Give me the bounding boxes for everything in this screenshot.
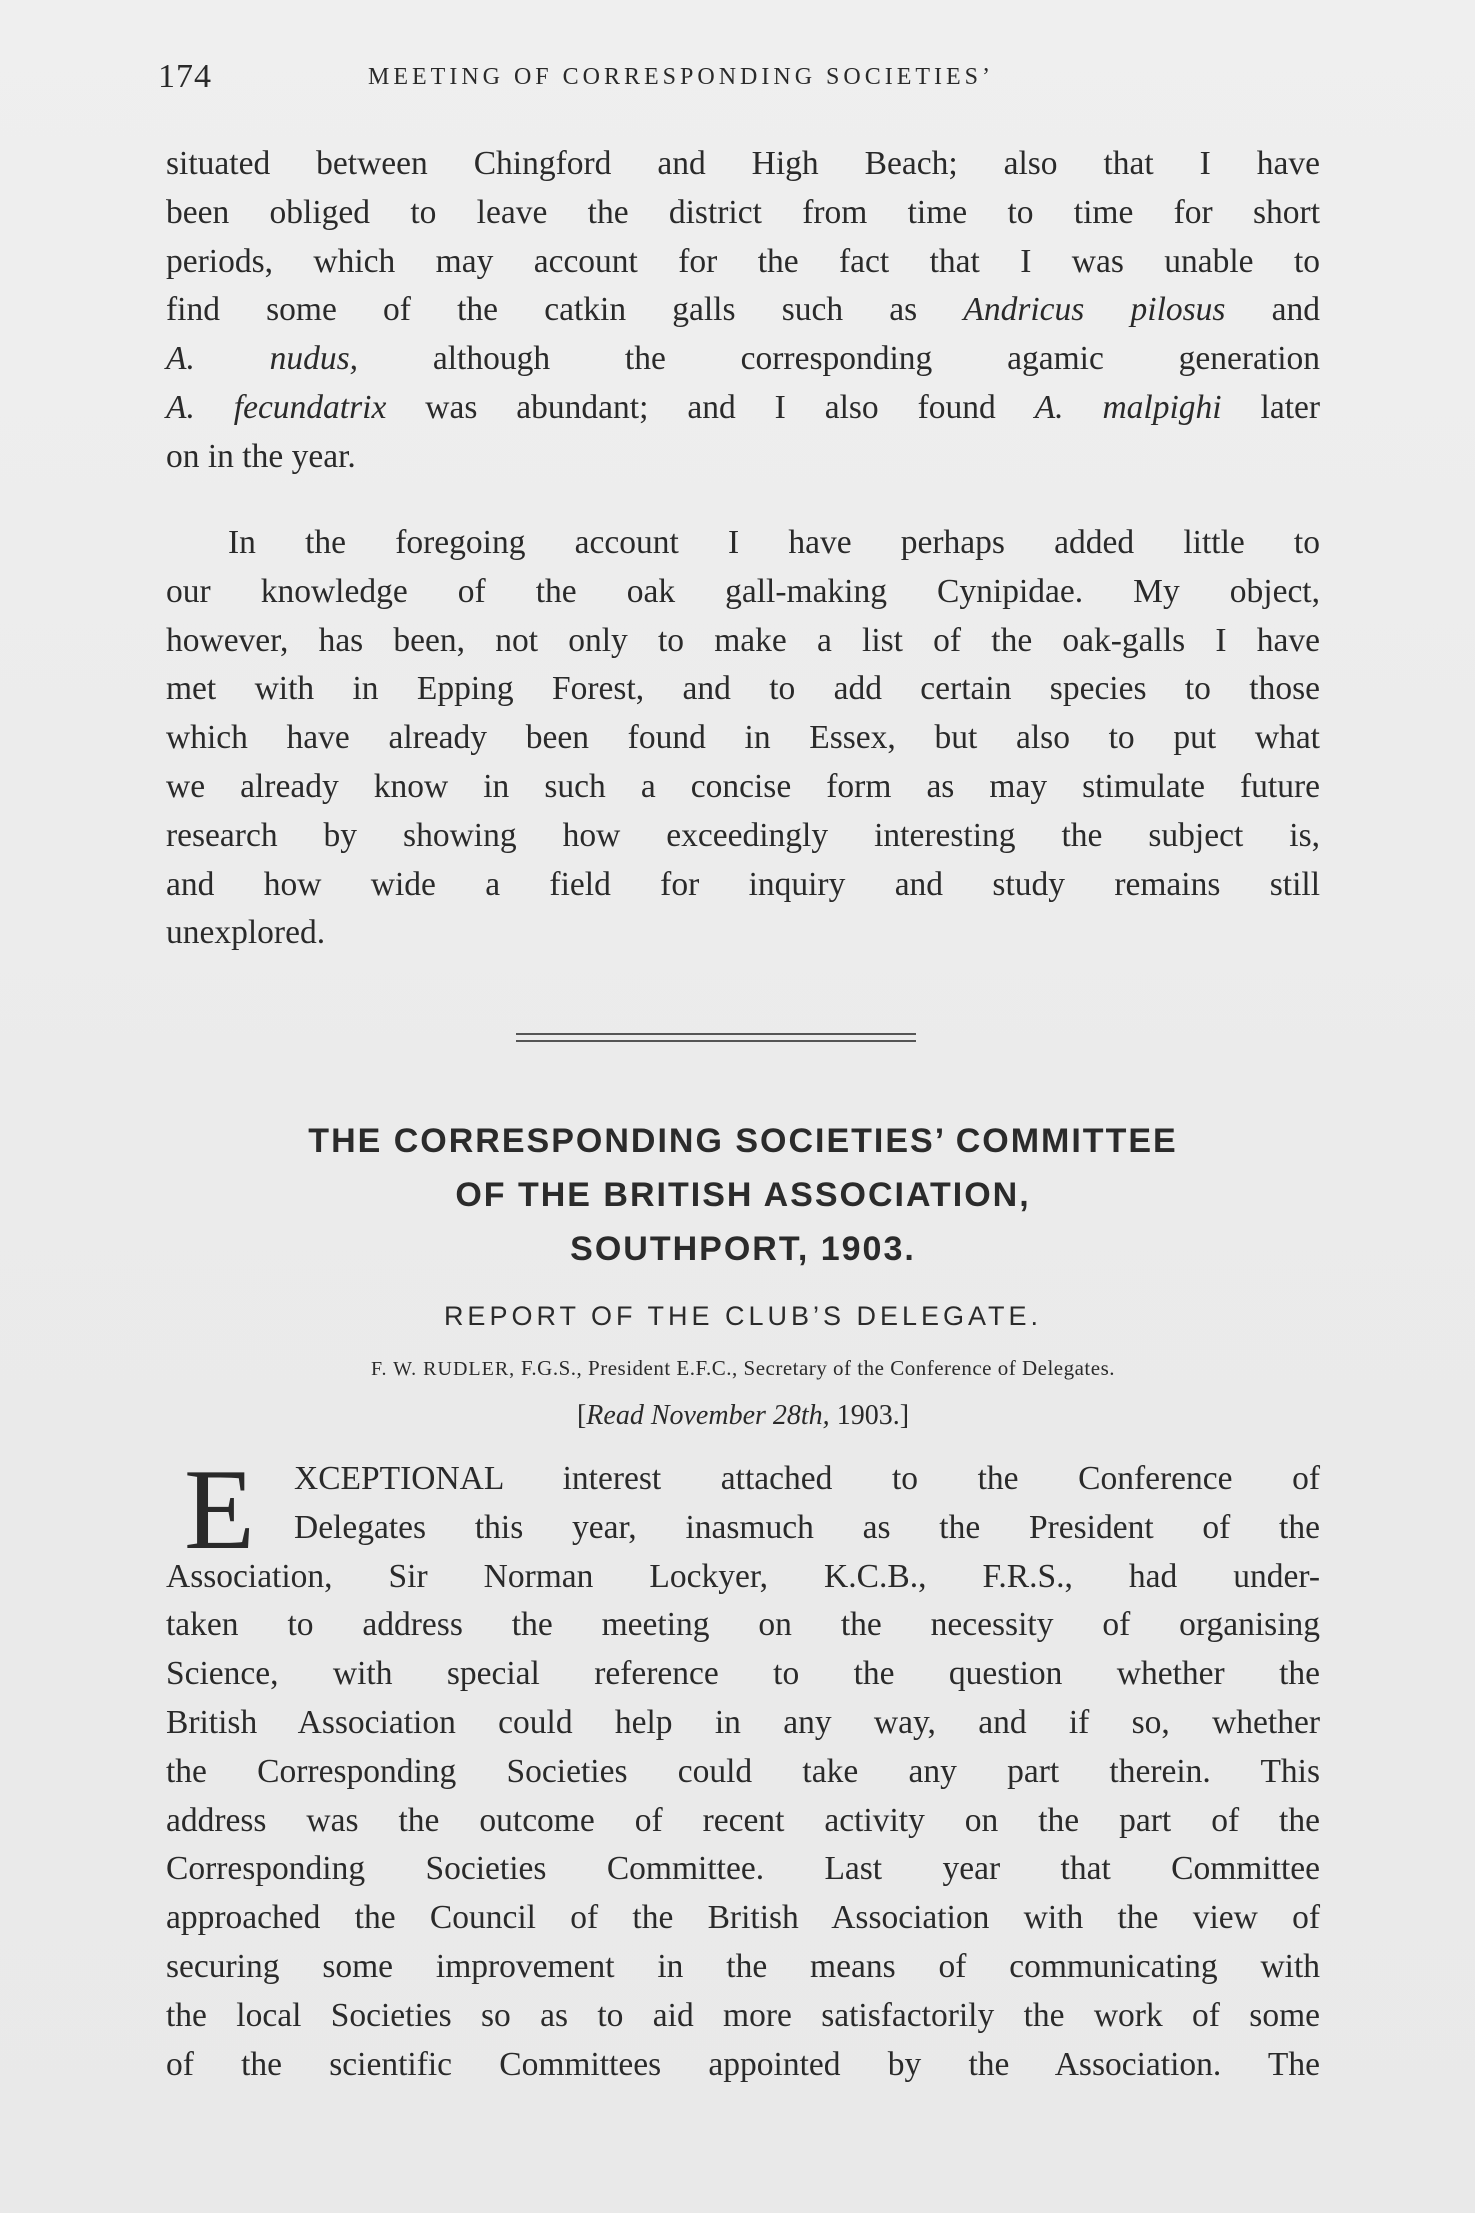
text-line-mixed bbox=[166, 335, 1320, 384]
section-heading-line-3: SOUTHPORT, 1903. bbox=[570, 1230, 916, 1268]
text-line: met with in Epping Forest, and to add certain species to those bbox=[166, 670, 1320, 708]
text-line: Science, with special reference to the question whether the bbox=[166, 1655, 1320, 1693]
text-line: of the scientific Committees appointed by the Association. The bbox=[166, 2045, 1320, 2083]
text-line: securing some improvement in the means of communicating with bbox=[166, 1947, 1320, 1985]
text-fragment: was abundant; and I also found bbox=[425, 388, 996, 426]
author-credentials: F.G.S., President E.F.C., Secretary of the Conference of Delegates. bbox=[520, 1356, 1116, 1380]
species-name: Andricus pilosus bbox=[963, 291, 1226, 329]
species-name: A. malpighi bbox=[1034, 388, 1222, 426]
species-name: A. nudus, bbox=[166, 340, 359, 378]
text-line: our knowledge of the oak gall-making Cynipidae. My object, bbox=[166, 572, 1320, 610]
text-line: the local Societies so as to aid more satisfactorily the work of some bbox=[166, 1996, 1320, 2034]
text-line: and how wide a field for inquiry and study remains still bbox=[166, 865, 1320, 903]
text-line: been obliged to leave the district from time to time for short bbox=[166, 193, 1320, 231]
running-head-title: MEETING OF CORRESPONDING SOCIETIES’ bbox=[368, 64, 995, 90]
text-line-mixed bbox=[166, 286, 1320, 335]
text-line: research by showing how exceedingly interesting the subject is, bbox=[166, 816, 1320, 854]
text-fragment: and bbox=[1271, 291, 1321, 329]
text-line: the Corresponding Societies could take any part therein. This bbox=[166, 1752, 1320, 1790]
text-line: British Association could help in any way, and if so, whether bbox=[166, 1703, 1320, 1741]
text-fragment: although the corresponding agamic generation bbox=[432, 340, 1321, 378]
divider-rule-bottom bbox=[516, 1040, 916, 1042]
section-heading-line-1: THE CORRESPONDING SOCIETIES’ COMMITTEE bbox=[308, 1122, 1178, 1160]
text-line-mixed bbox=[166, 384, 1320, 433]
text-line: approached the Council of the British Association with the view of bbox=[166, 1899, 1320, 1937]
report-body-paragraph bbox=[166, 1455, 1320, 2089]
read-date bbox=[166, 1400, 1320, 1432]
text-line: however, has been, not only to make a list of the oak-galls I have bbox=[166, 621, 1320, 659]
text-line: Association, Sir Norman Lockyer, K.C.B., F.R.S., had under- bbox=[166, 1557, 1320, 1595]
text-line: Corresponding Societies Committee. Last year that Committee bbox=[166, 1850, 1320, 1888]
author-name: F. W. RUDLER, bbox=[370, 1358, 516, 1380]
author-byline bbox=[166, 1356, 1320, 1381]
paragraph-conclusion bbox=[166, 519, 1320, 958]
text-line: In the foregoing account I have perhaps added little to bbox=[228, 524, 1320, 561]
text-line: situated between Chingford and High Beach; also that I have bbox=[166, 145, 1320, 182]
page-number: 174 bbox=[158, 58, 212, 95]
text-line: address was the outcome of recent activity on the part of the bbox=[166, 1801, 1320, 1839]
read-year: 1903.] bbox=[836, 1400, 910, 1431]
text-line: Delegates this year, inasmuch as the President of the bbox=[294, 1508, 1320, 1546]
text-line: XCEPTIONAL interest attached to the Conference of bbox=[294, 1460, 1320, 1497]
read-bracket: [ bbox=[576, 1400, 587, 1431]
read-date-italic: Read November 28th, bbox=[586, 1400, 830, 1431]
divider-rule-top bbox=[516, 1033, 916, 1035]
text-line: on in the year. bbox=[166, 437, 356, 475]
text-line: which have already been found in Essex, but also to put what bbox=[166, 719, 1320, 757]
text-line: we already know in such a concise form as may stimulate future bbox=[166, 767, 1320, 805]
text-line: periods, which may account for the fact that I was unable to bbox=[166, 242, 1320, 280]
paragraph-continuation bbox=[166, 140, 1320, 482]
section-heading-line-2: OF THE BRITISH ASSOCIATION, bbox=[455, 1176, 1031, 1214]
text-fragment: find some of the catkin galls such as bbox=[166, 291, 918, 329]
text-fragment: later bbox=[1260, 388, 1321, 426]
text-line: unexplored. bbox=[166, 914, 326, 952]
text-line: taken to address the meeting on the necessity of organising bbox=[166, 1606, 1320, 1644]
running-head bbox=[158, 58, 1320, 98]
report-subheading: REPORT OF THE CLUB’S DELEGATE. bbox=[443, 1301, 1043, 1331]
species-name: A. fecundatrix bbox=[166, 388, 387, 426]
drop-cap: E bbox=[184, 1446, 255, 1574]
